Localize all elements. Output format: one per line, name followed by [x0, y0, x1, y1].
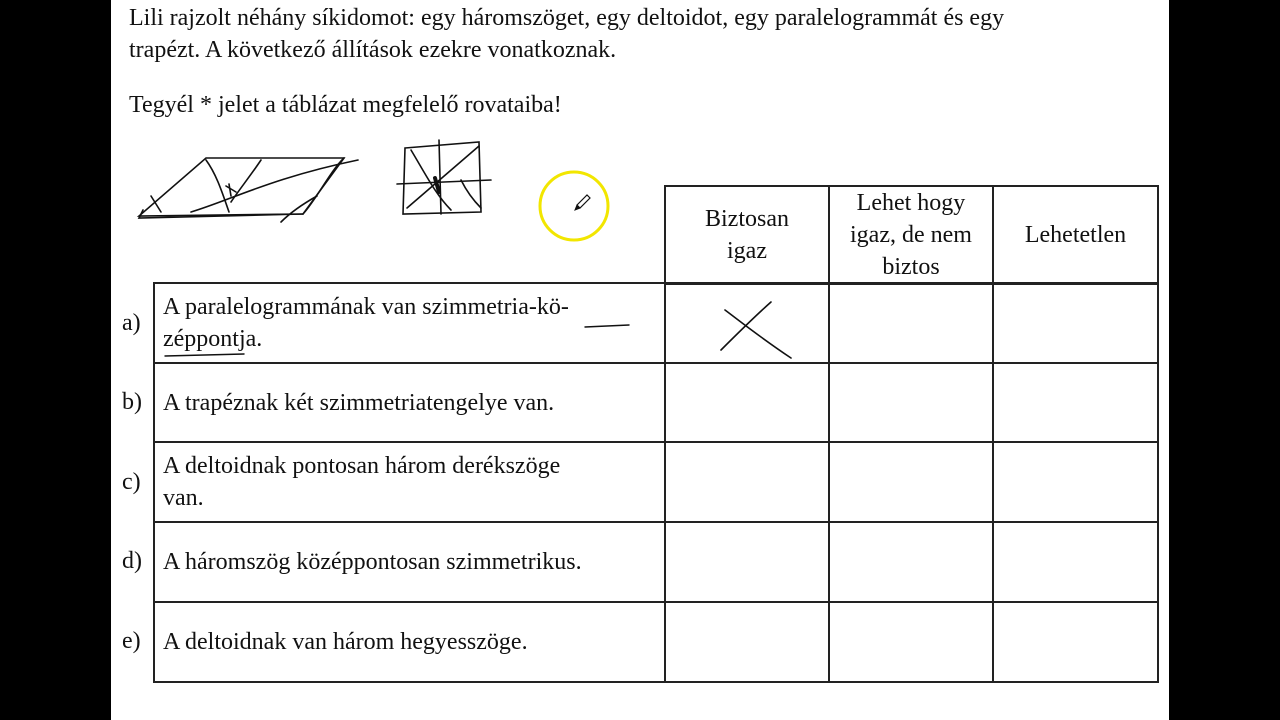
statement-cell [154, 602, 665, 682]
table-row [154, 363, 1158, 442]
statement-c-line2: van. [163, 485, 204, 511]
intro-line-2: trapézt. A következő állítások ezekre vonatkoznak. [129, 37, 617, 63]
header-impossible-label: Lehetetlen [1024, 222, 1127, 248]
cell-e-impossible[interactable] [993, 602, 1158, 682]
table-row [154, 442, 1158, 522]
cell-b-maybe-true[interactable] [829, 363, 993, 442]
answer-table [153, 282, 1159, 683]
cell-d-certainly-true[interactable] [665, 522, 829, 602]
cell-e-maybe-true[interactable] [829, 602, 993, 682]
header-certainly-true-line1: Biztosan [705, 206, 789, 232]
cell-d-impossible[interactable] [993, 522, 1158, 602]
header-maybe-line2: igaz, de nem [850, 222, 972, 248]
header-maybe-line1: Lehet hogy [856, 190, 966, 216]
intro-line-1: Lili rajzolt néhány síkidomot: egy háromszöget, egy deltoidot, egy paralelogrammát és egy [129, 5, 1005, 31]
pencil-cursor-icon [540, 172, 608, 240]
instruction-text: Tegyél * jelet a táblázat megfelelő rovataiba! [129, 92, 562, 118]
cell-c-impossible[interactable] [993, 442, 1158, 522]
table-row [154, 602, 1158, 682]
statement-d-line1: A háromszög középpontosan szimmetrikus. [163, 549, 582, 575]
table-row [154, 522, 1158, 602]
statement-cell [154, 522, 665, 602]
cell-b-certainly-true[interactable] [665, 363, 829, 442]
header-certainly-true [665, 186, 829, 284]
statement-a-line2: zéppontja. [163, 326, 263, 352]
row-label-a: a) [122, 310, 141, 336]
cell-b-impossible[interactable] [993, 363, 1158, 442]
row-label-c: c) [122, 469, 141, 495]
worksheet-page [111, 0, 1169, 720]
cell-e-certainly-true[interactable] [665, 602, 829, 682]
header-maybe-true [829, 186, 993, 284]
statement-cell [154, 283, 665, 363]
answer-table-header [664, 185, 1159, 285]
cell-c-maybe-true[interactable] [829, 442, 993, 522]
statement-c-line1: A deltoidnak pontosan három derékszöge [163, 453, 561, 479]
row-label-e: e) [122, 628, 141, 654]
row-label-b: b) [122, 389, 142, 415]
statement-cell [154, 442, 665, 522]
header-certainly-true-line2: igaz [727, 238, 767, 264]
statement-e-line1: A deltoidnak van három hegyesszöge. [163, 629, 528, 655]
row-label-d: d) [122, 548, 142, 574]
cell-a-impossible[interactable] [993, 283, 1158, 363]
statement-a-line1: A paralelogrammának van szimmetria-kö- [163, 294, 569, 320]
cell-a-maybe-true[interactable] [829, 283, 993, 363]
header-maybe-line3: biztos [882, 254, 940, 280]
table-row [154, 283, 1158, 363]
header-impossible [993, 186, 1158, 284]
parallelogram-sketch [139, 158, 358, 222]
kite-sketch [397, 140, 491, 214]
cell-a-certainly-true[interactable] [665, 283, 829, 363]
cell-c-certainly-true[interactable] [665, 442, 829, 522]
statement-cell [154, 363, 665, 442]
statement-b-line1: A trapéznak két szimmetriatengelye van. [163, 389, 555, 416]
cell-d-maybe-true[interactable] [829, 522, 993, 602]
